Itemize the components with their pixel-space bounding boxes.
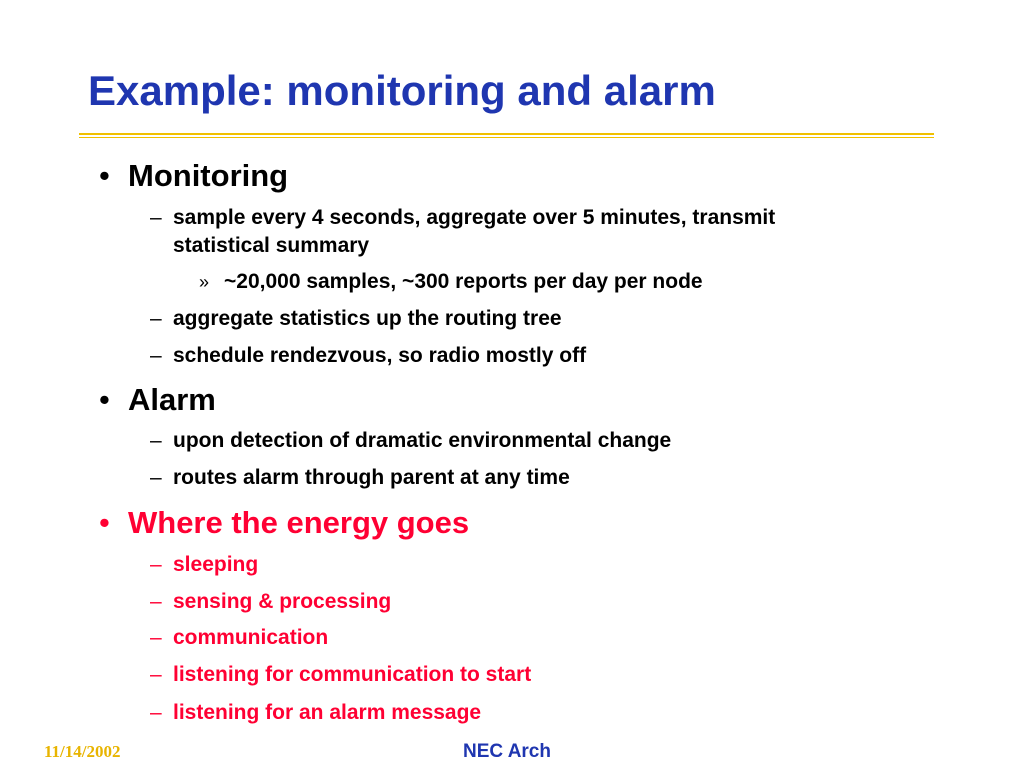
dash-marker: – [150,307,162,330]
sub-bullet-text: upon detection of dramatic environmental change [173,429,672,452]
dash-marker: – [150,590,162,613]
dash-marker: – [150,701,162,724]
sub-sub-bullet-text: ~20,000 samples, ~300 reports per day per node [224,270,703,293]
bullet-heading: Where the energy goes [128,505,470,540]
dash-marker: – [150,553,162,576]
footer-title: NEC Arch [463,741,551,762]
sub-bullet-text: sleeping [173,553,259,576]
sub-bullet-text: statistical summary [173,234,370,257]
sub-bullet-text: aggregate statistics up the routing tree [173,307,562,330]
dash-marker: – [150,663,162,686]
sub-bullet-text: sample every 4 seconds, aggregate over 5 minutes, transmit [173,206,776,229]
dash-marker: – [150,626,162,649]
dash-marker: – [150,206,162,229]
sub-bullet-text: listening for an alarm message [173,701,482,724]
bullet-marker: • [99,158,110,193]
slide-title: Example: monitoring and alarm [88,67,716,114]
dash-marker: – [150,466,162,489]
sub-bullet-text: routes alarm through parent at any time [173,466,570,489]
sub-bullet-text: listening for communication to start [173,663,532,686]
footer-date: 11/14/2002 [44,742,121,761]
bullet-marker: • [99,382,110,417]
dash-marker: – [150,429,162,452]
bullet-heading: Monitoring [128,158,289,193]
sub-bullet-text: communication [173,626,329,649]
sub-bullet-text: schedule rendezvous, so radio mostly off [173,344,587,367]
dash-marker: – [150,344,162,367]
sub-bullet-text: sensing & processing [173,590,392,613]
bullet-heading: Alarm [128,382,216,417]
chevron-marker: » [199,272,210,292]
bullet-marker: • [99,505,110,540]
